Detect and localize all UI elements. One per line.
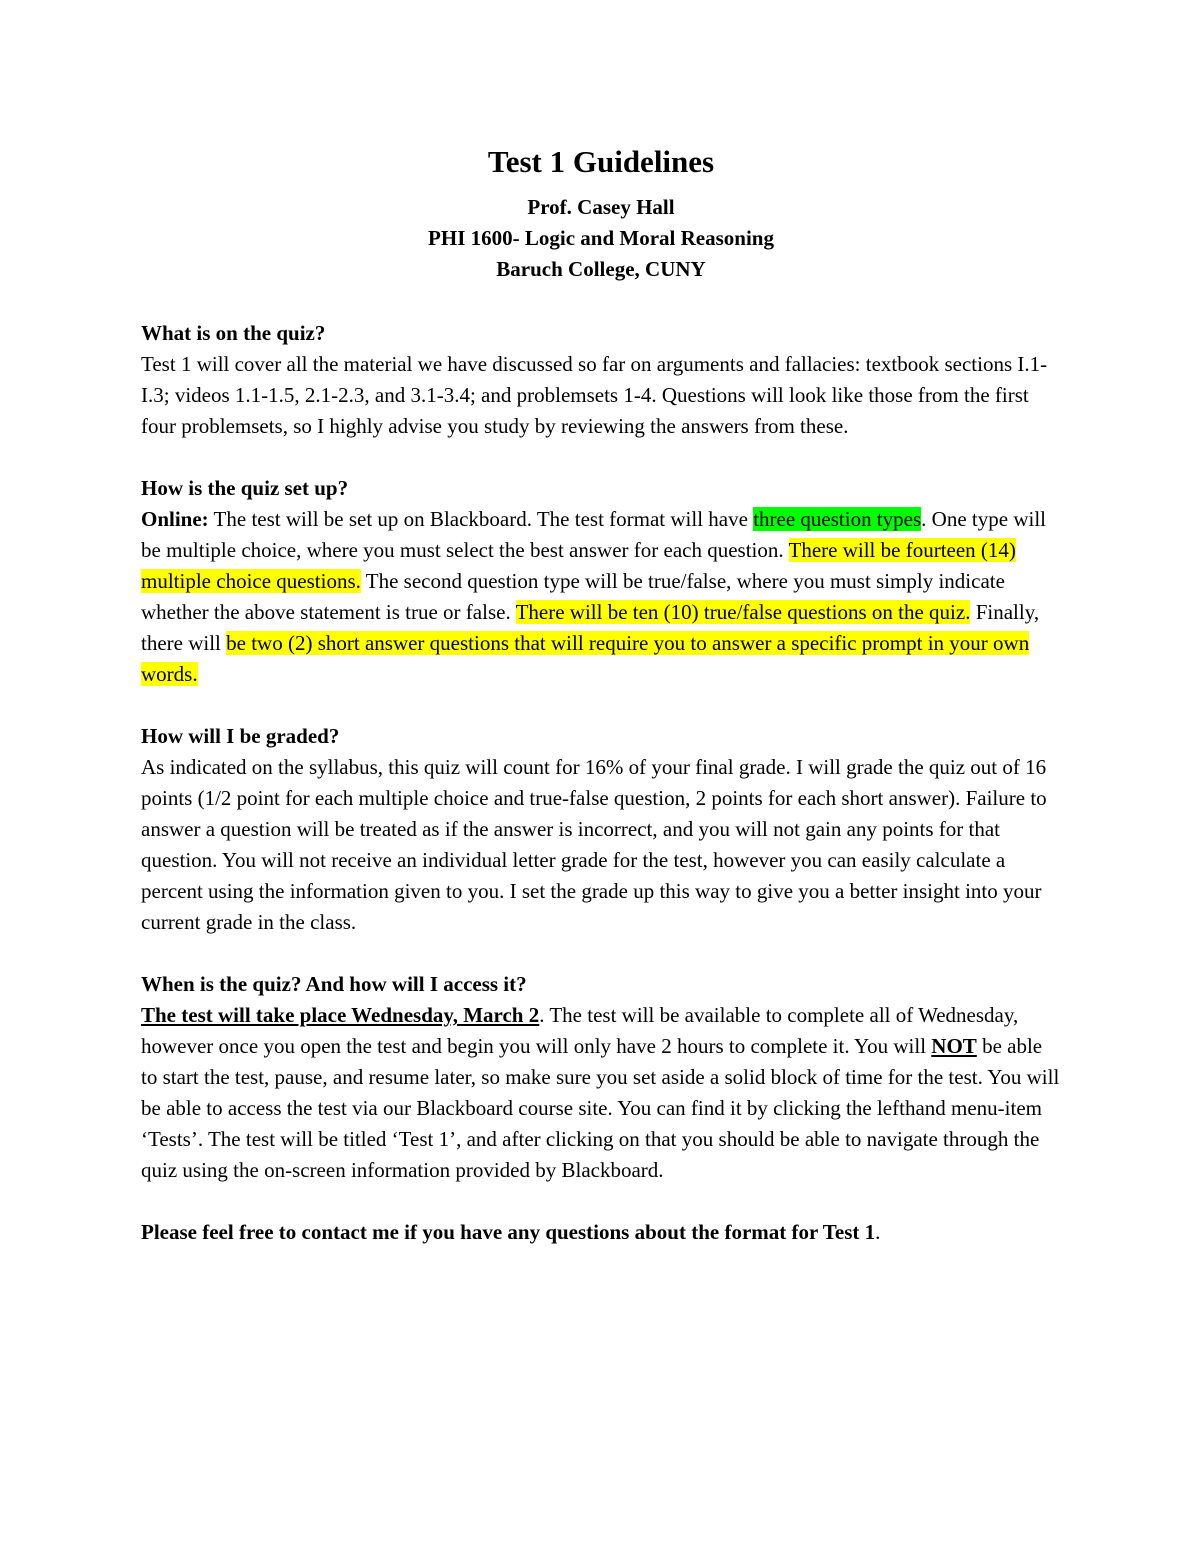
setup-text-3: The second question type will be true/false, where you must simply indicate whether the above statement is true or false. bbox=[141, 569, 1005, 624]
closing-text: Please feel free to contact me if you have any questions about the format for Test 1 bbox=[141, 1220, 876, 1244]
section-heading-grading: How will I be graded? bbox=[141, 724, 340, 748]
document-header bbox=[141, 142, 1061, 285]
highlight-three-question-types: three question types bbox=[753, 507, 922, 531]
highlight-short-answer-count: be two (2) short answer questions that will require you to answer a specific prompt in your own words. bbox=[141, 631, 1030, 686]
section-grading bbox=[141, 721, 1061, 938]
document-page bbox=[141, 142, 1061, 1248]
section-heading-access: When is the quiz? And how will I access it? bbox=[141, 972, 527, 996]
not-emphasis: NOT bbox=[931, 1034, 977, 1058]
setup-text-4: Finally, there will bbox=[141, 600, 1040, 655]
highlight-true-false-count: There will be ten (10) true/false questions on the quiz. bbox=[515, 600, 971, 624]
setup-text-1: The test will be set up on Blackboard. The test format will have bbox=[208, 507, 754, 531]
access-text-2: be able to start the test, pause, and resume later, so make sure you set aside a solid block of time for the test. You will be able to access the test via our Blackboard course site. You can find it by clicking the lefthand menu-item ‘Tests’. The test will be titled ‘Test 1’, and after clicking on that you should be able to navigate through the quiz using the on-screen information provided by Blackboard. bbox=[141, 1034, 1060, 1182]
course-name: PHI 1600- Logic and Moral Reasoning bbox=[428, 226, 774, 250]
test-date-statement: The test will take place Wednesday, March 2 bbox=[141, 1003, 540, 1027]
institution-name: Baruch College, CUNY bbox=[496, 257, 706, 281]
section-heading-quiz-content: What is on the quiz? bbox=[141, 321, 326, 345]
setup-text-2: . One type will be multiple choice, where you must select the best answer for each question. bbox=[141, 507, 1046, 562]
section-body-quiz-content: Test 1 will cover all the material we have discussed so far on arguments and fallacies: textbook sections I.1-I.3; videos 1.1-1.5, 2.1-2.3, and 3.1-3.4; and problemsets 1-4. Questions will look like those from the first four problemsets, so I highly advise you study by reviewing the answers from these. bbox=[141, 352, 1048, 438]
document-title: Test 1 Guidelines bbox=[487, 144, 715, 179]
online-label: Online: bbox=[141, 507, 209, 531]
section-body-grading: As indicated on the syllabus, this quiz will count for 16% of your final grade. I will grade the quiz out of 16 points (1/2 point for each multiple choice and true-false question, 2 points for each short answer). Failure to answer a question will be treated as if the answer is incorrect, and you will not gain any points for that question. You will not receive an individual letter grade for the test, however you can easily calculate a percent using the information given to you. I set the grade up this way to give you a better insight into your current grade in the class. bbox=[141, 755, 1047, 934]
section-body-access bbox=[141, 1000, 1061, 1186]
closing-period: . bbox=[875, 1220, 881, 1244]
highlight-multiple-choice-count: There will be fourteen (14) multiple choice questions. bbox=[141, 538, 1016, 593]
section-heading-quiz-setup: How is the quiz set up? bbox=[141, 476, 349, 500]
section-quiz-content bbox=[141, 318, 1061, 442]
professor-name: Prof. Casey Hall bbox=[527, 195, 675, 219]
section-quiz-setup bbox=[141, 473, 1061, 690]
section-access bbox=[141, 969, 1061, 1186]
closing-note bbox=[141, 1217, 1061, 1248]
access-text-1: . The test will be available to complete all of Wednesday, however once you open the test and begin you will only have 2 hours to complete it. You will bbox=[141, 1003, 1019, 1058]
section-body-quiz-setup bbox=[141, 504, 1061, 690]
